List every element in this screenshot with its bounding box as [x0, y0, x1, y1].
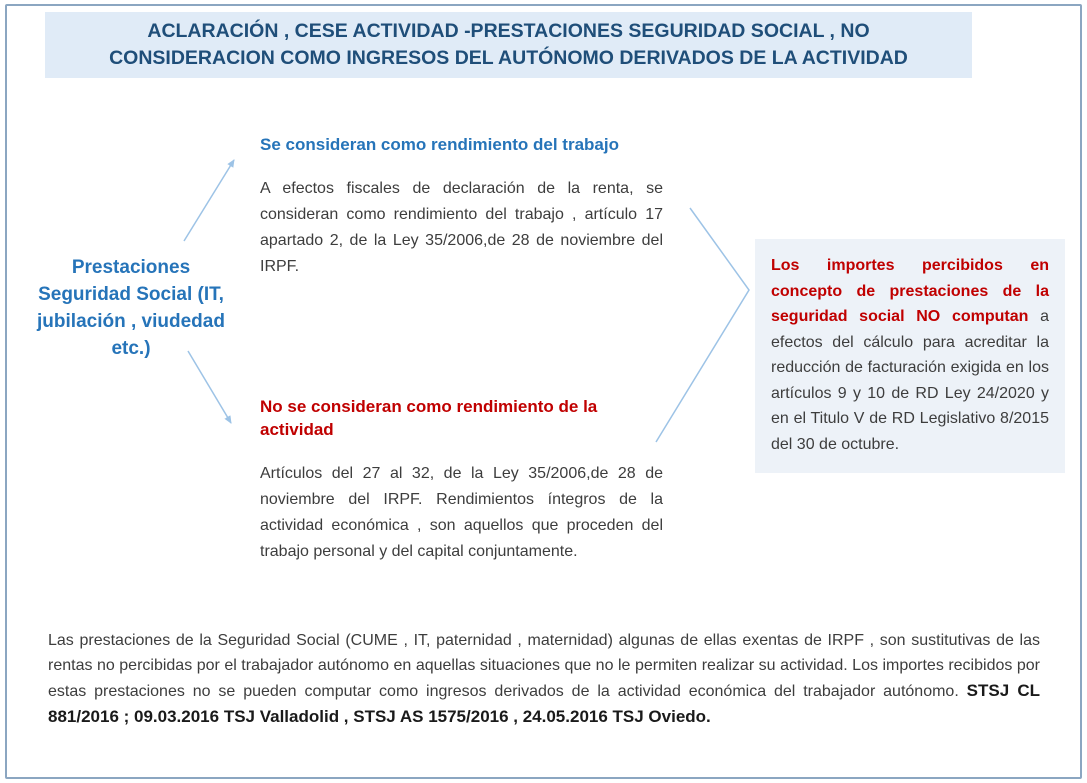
branch-rendimiento-actividad: [260, 395, 663, 565]
bracket-to-highlight-box: [656, 208, 749, 442]
source-label-line: Prestaciones: [71, 257, 191, 278]
footer-note: [48, 628, 1040, 730]
branch-work-heading: Se consideran como rendimiento del trabajo: [260, 135, 619, 154]
source-label: [14, 254, 248, 362]
branch-work-body: A efectos fiscales de declaración de la renta, se consideran como rendimiento del trabajo , artículo 17 apartado 2, de la Ley 35/2006,de 28 de noviembre del IRPF.: [260, 180, 663, 275]
source-label-line: Seguridad Social (IT,: [38, 284, 224, 305]
slide-title-line-2: CONSIDERACION COMO INGRESOS DEL AUTÓNOMO DERIVADOS DE LA ACTIVIDAD: [109, 47, 908, 69]
highlight-box-body: a efectos del cálculo para acreditar la reducción de facturación exigida en los artículos 9 y 10 de RD Ley 24/2020 y en el Titulo V de RD Legislativo 8/2015 del 30 de octubre.: [771, 308, 1049, 453]
footer-note-citation: STSJ CL 881/2016 ; 09.03.2016 TSJ Valladolid , STSJ AS 1575/2016 , 24.05.2016 TSJ Oviedo.: [48, 681, 1040, 726]
title-block: [45, 12, 972, 78]
branch-activity-heading: No se consideran como rendimiento de la actividad: [260, 397, 598, 439]
highlight-box: [755, 239, 1065, 473]
arrow-to-work: [184, 160, 234, 241]
slide-title-line-1: ACLARACIÓN , CESE ACTIVIDAD -PRESTACIONES SEGURIDAD SOCIAL , NO: [147, 20, 870, 42]
source-label-line: jubilación , viudedad: [37, 311, 225, 332]
branch-rendimiento-trabajo: [260, 133, 663, 280]
highlight-box-lead: Los importes percibidos en concepto de prestaciones de la seguridad social NO computan: [771, 257, 1049, 325]
highlight-box-paragraph: [771, 253, 1049, 457]
footer-note-paragraph: [48, 628, 1040, 730]
source-label-line: etc.): [111, 338, 151, 359]
branch-activity-body: Artículos del 27 al 32, de la Ley 35/2006,de 28 de noviembre del IRPF. Rendimientos íntegros de la actividad económica , son aquellos que proceden del trabajo personal y del capital conjuntamente.: [260, 465, 663, 560]
footer-note-body: Las prestaciones de la Seguridad Social (CUME , IT, paternidad , maternidad) algunas de ellas exentas de IRPF , son sustitutivas de las rentas no percibidas por el trabajador autónomo en aquellas situaciones que no le permiten realizar su actividad. Los importes recibidos por estas prestaciones no se pueden computar como ingresos derivados de la actividad económica del trabajador autónomo.: [48, 632, 1040, 700]
